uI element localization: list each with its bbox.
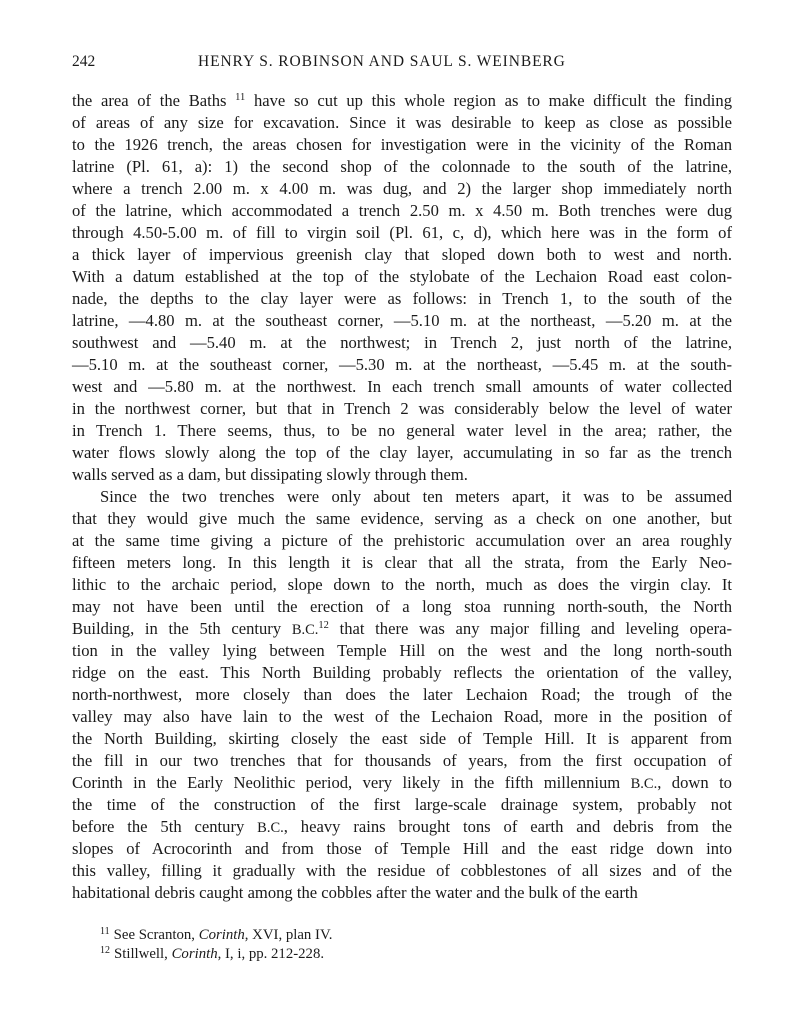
page-header: [72, 53, 732, 77]
footnote-ref: 12: [318, 620, 329, 631]
line-segment: Corinth in the Early Neolithic period, very likely in the fifth millennium: [72, 773, 631, 792]
footnote: [100, 945, 720, 964]
footnote-text: , XVI, plan IV.: [244, 927, 333, 943]
text-line: valley may also have lain to the west of the Lechaion Road, more in the position of: [72, 707, 732, 726]
running-head: HENRY S. ROBINSON AND SAUL S. WEINBERG: [198, 53, 566, 70]
text-line: Since the two trenches were only about ten meters apart, it was to be assumed: [100, 487, 732, 506]
footnote-text: Stillwell,: [114, 946, 172, 962]
small-caps-era: B.C.: [630, 776, 658, 792]
body-text: [72, 90, 732, 904]
text-line: through 4.50-5.00 m. of fill to virgin soil (Pl. 61, c, d), which here was in the form of: [72, 223, 732, 242]
page-number: 242: [72, 53, 96, 70]
text-line: With a datum established at the top of the stylobate of the Lechaion Road east colon-: [72, 267, 732, 286]
text-line: of the latrine, which accommodated a trench 2.50 m. x 4.50 m. Both trenches were dug: [72, 201, 732, 220]
text-line: fifteen meters long. In this length it is clear that all the strata, from the Early Neo-: [72, 553, 732, 572]
text-line: where a trench 2.00 m. x 4.00 m. was dug, and 2) the larger shop immediately north: [72, 179, 732, 198]
footnote: [100, 926, 720, 945]
footnote-title: Corinth: [198, 927, 245, 943]
footnote-number: 12: [100, 945, 110, 956]
text-line: water flows slowly along the top of the clay layer, accumulating in so far as the trench: [72, 443, 732, 462]
footnote-number: 11: [100, 926, 110, 937]
text-line: [72, 816, 732, 838]
line-segment: , down to: [657, 773, 732, 792]
text-line: the fill in our two trenches that for thousands of years, from the first occupation of: [72, 751, 732, 770]
text-line: the time of the construction of the first large-scale drainage system, probably not: [72, 795, 732, 814]
line-segment: Building, in the 5th century: [72, 619, 292, 638]
text-line: southwest and —5.40 m. at the northwest; in Trench 2, just north of the latrine,: [72, 333, 732, 352]
text-line: nade, the depths to the clay layer were as follows: in Trench 1, to the south of the: [72, 289, 732, 308]
text-line: to the 1926 trench, the areas chosen for investigation were in the vicinity of the Roman: [72, 135, 732, 154]
footnote-text: , I, i, pp. 212-228.: [217, 946, 325, 962]
text-line: ridge on the east. This North Building probably reflects the orientation of the valley,: [72, 663, 732, 682]
text-line: [72, 772, 732, 794]
small-caps-era: B.C.: [257, 820, 284, 836]
text-line: a thick layer of impervious greenish clay that sloped down both to west and north.: [72, 245, 732, 264]
line-segment: before the 5th century: [72, 817, 258, 836]
paragraph-2: [72, 486, 732, 904]
text-line: latrine, —4.80 m. at the southeast corner, —5.10 m. at the northeast, —5.20 m. at the: [72, 311, 732, 330]
text-line: tion in the valley lying between Temple Hill on the west and the long north-south: [72, 641, 732, 660]
text-line: at the same time giving a picture of the prehistoric accumulation over an area roughly: [72, 531, 732, 550]
footnote-text: See Scranton,: [113, 927, 199, 943]
text-line: [72, 618, 732, 640]
footnotes: [100, 926, 720, 964]
text-line: that they would give much the same evidence, serving as a check on one another, but: [72, 509, 732, 528]
text-line: west and —5.80 m. at the northwest. In each trench small amounts of water collected: [72, 377, 732, 396]
text-line: in Trench 1. There seems, thus, to be no general water level in the area; rather, the: [72, 421, 732, 440]
footnote-ref: 11: [235, 92, 246, 103]
small-caps-era: B.C.: [291, 622, 319, 638]
line-segment: , heavy rains brought tons of earth and debris from the: [283, 817, 732, 836]
text-line: habitational debris caught among the cobbles after the water and the bulk of the earth: [72, 883, 638, 902]
text-line: walls served as a dam, but dissipating slowly through them.: [72, 465, 468, 484]
text-line: may not have been until the erection of a long stoa running north-south, the North: [72, 597, 732, 616]
line-segment: that there was any major filling and leveling opera-: [328, 619, 732, 638]
footnote-title: Corinth: [171, 946, 218, 962]
line-segment: the area of the Baths: [72, 91, 236, 110]
text-line: slopes of Acrocorinth and from those of Temple Hill and the east ridge down into: [72, 839, 732, 858]
line-segment: have so cut up this whole region as to make difficult the finding: [245, 91, 732, 110]
text-line: latrine (Pl. 61, a): 1) the second shop of the colonnade to the south of the latrine,: [72, 157, 732, 176]
text-line: of areas of any size for excavation. Since it was desirable to keep as close as possible: [72, 113, 732, 132]
text-line: this valley, filling it gradually with the residue of cobblestones of all sizes and of the: [72, 861, 732, 880]
text-line: north-northwest, more closely than does the later Lechaion Road; the trough of the: [72, 685, 732, 704]
text-line: —5.10 m. at the southeast corner, —5.30 m. at the northeast, —5.45 m. at the south-: [72, 355, 732, 374]
paragraph-1: [72, 90, 732, 486]
text-line: lithic to the archaic period, slope down to the north, much as does the virgin clay. It: [72, 575, 732, 594]
text-line: [72, 90, 732, 112]
text-line: in the northwest corner, but that in Trench 2 was considerably below the level of water: [72, 399, 732, 418]
text-line: the North Building, skirting closely the east side of Temple Hill. It is apparent from: [72, 729, 732, 748]
